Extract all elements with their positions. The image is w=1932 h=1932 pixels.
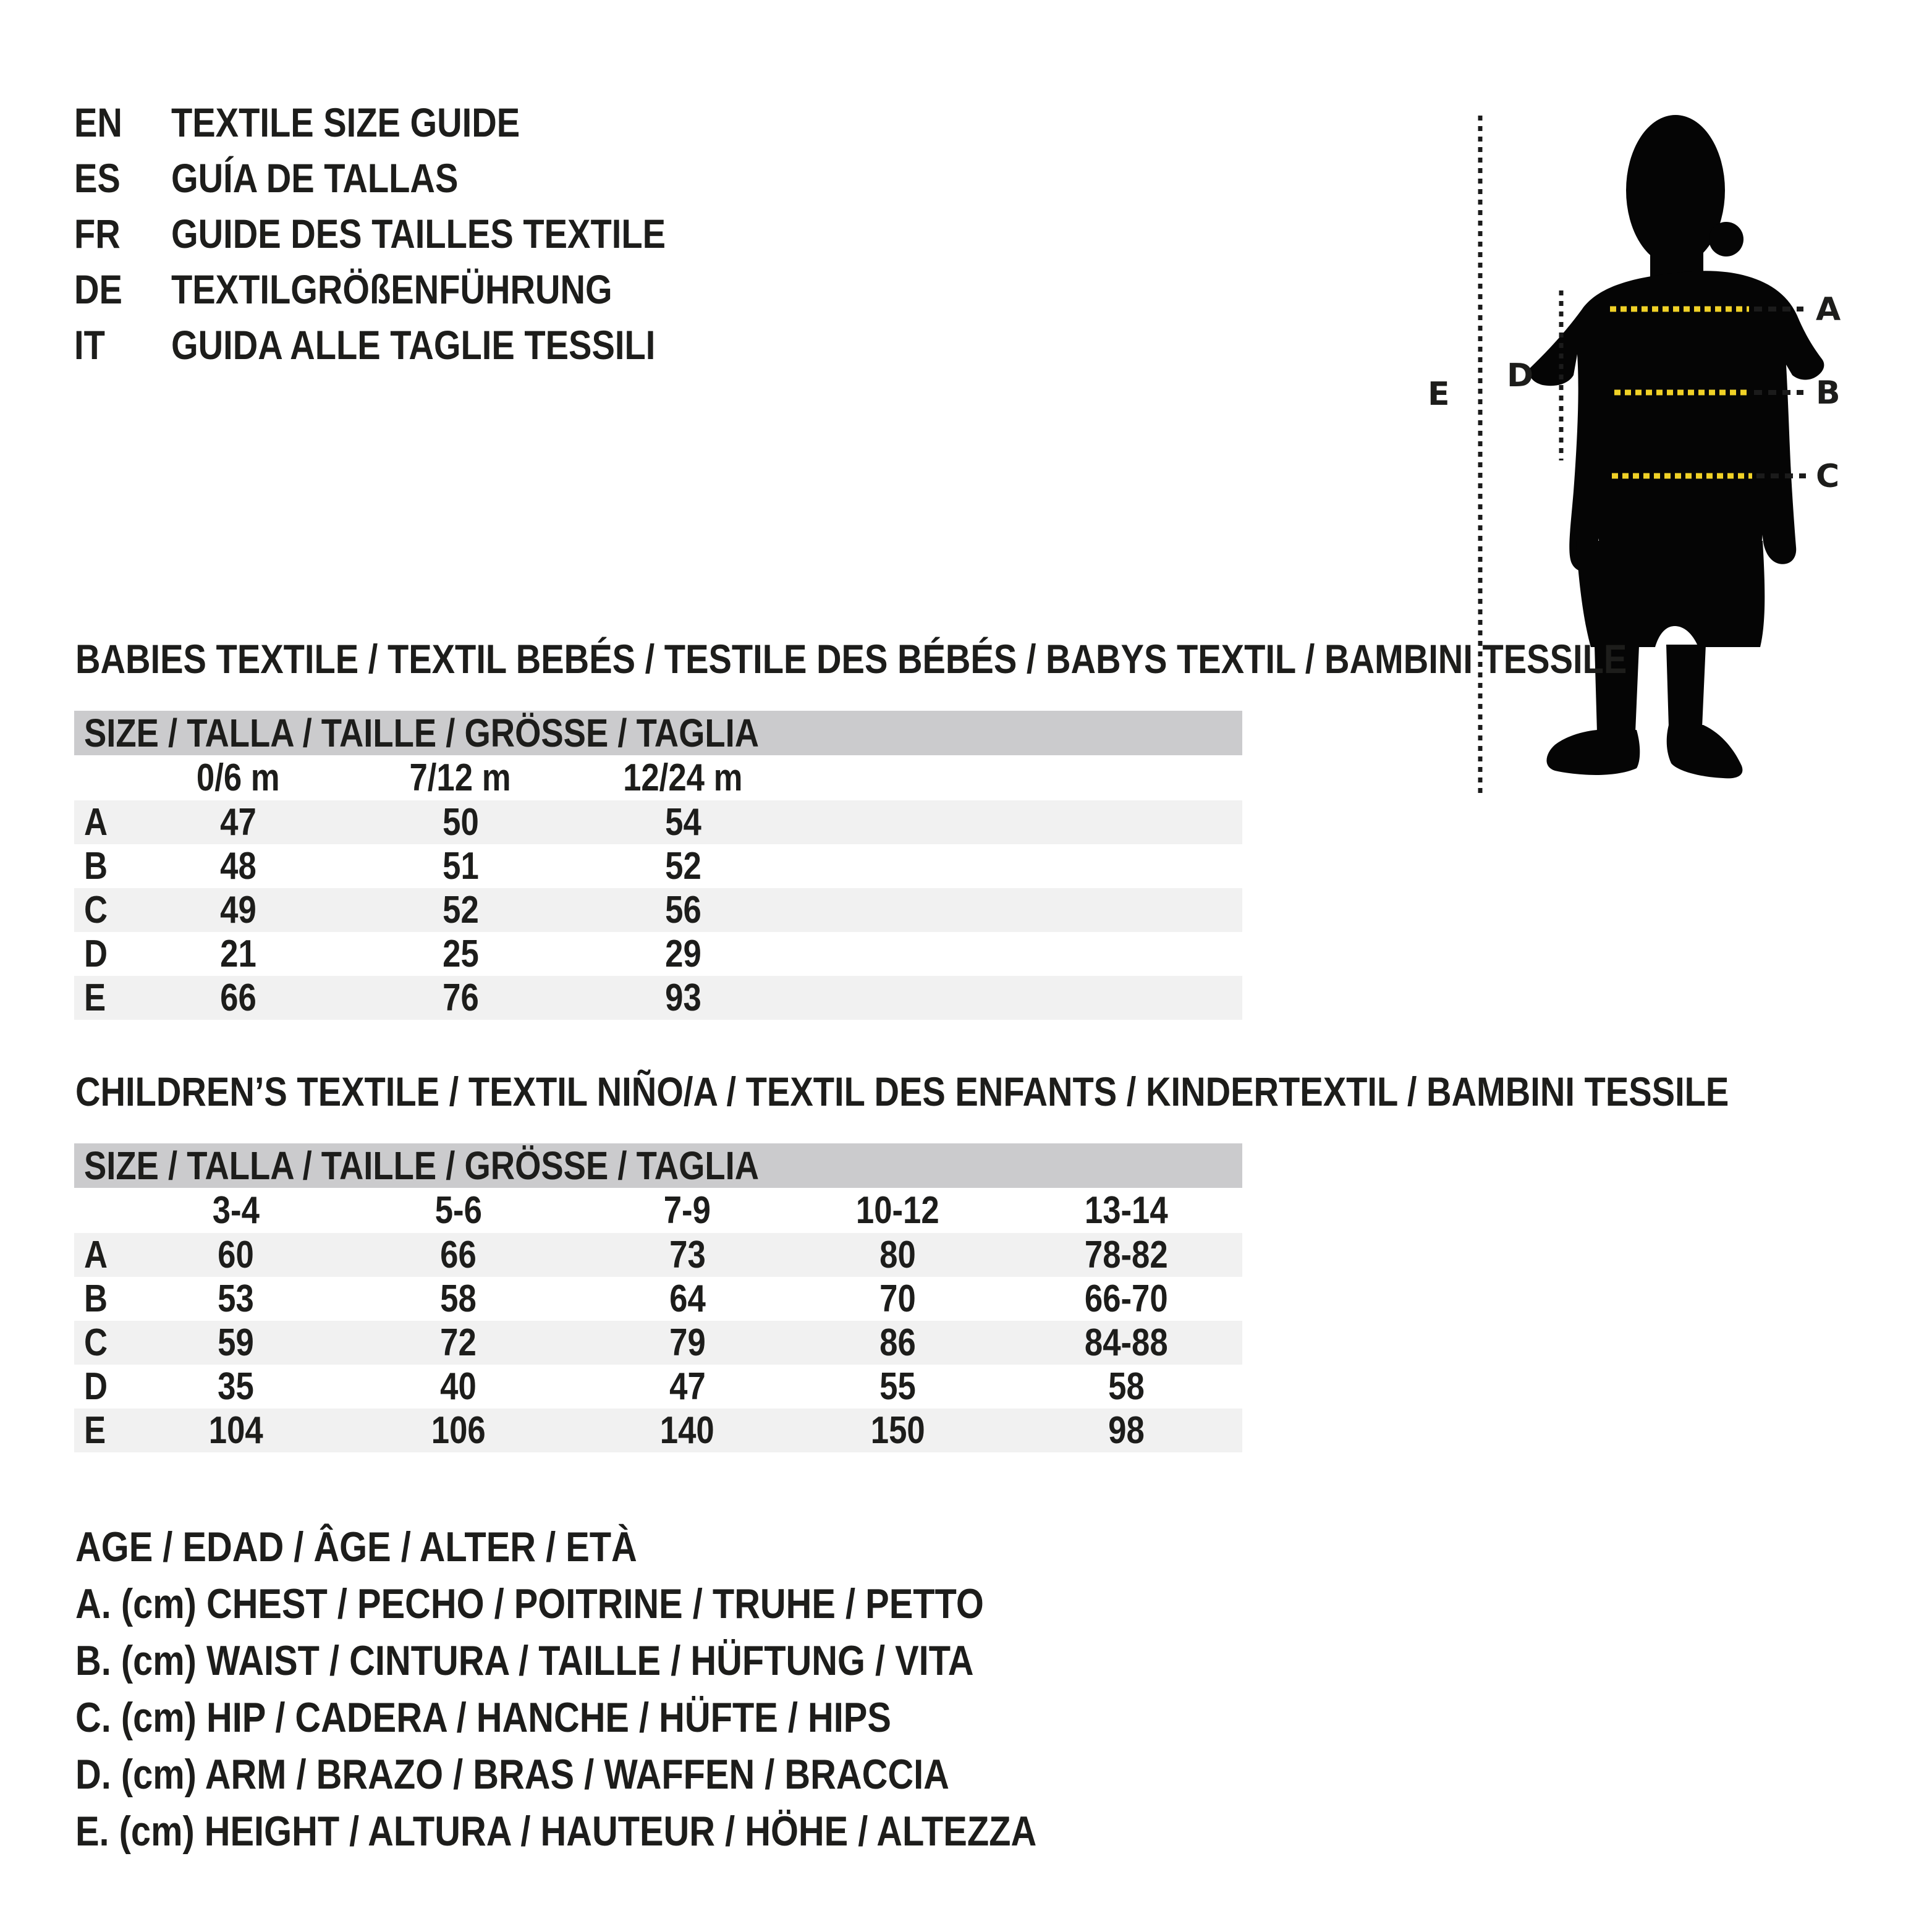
row-label: C	[84, 1321, 108, 1364]
lang-code: EN	[74, 100, 122, 145]
table-cell: 79	[669, 1321, 706, 1364]
table-cell: 29	[664, 933, 701, 975]
lang-title: GUIDE DES TAILLES TEXTILE	[171, 211, 666, 256]
table-cell: 56	[664, 889, 701, 931]
table-row	[74, 800, 1242, 844]
lang-code: DE	[74, 266, 122, 312]
table-cell: 104	[208, 1409, 263, 1452]
table-row	[74, 1321, 1242, 1365]
lang-title: GUIDA ALLE TAGLIE TESSILI	[171, 322, 656, 368]
column-header: 10-12	[856, 1189, 939, 1232]
children-size-header-bar: SIZE / TALLA / TAILLE / GRÖSSE / TAGLIA	[74, 1143, 1242, 1188]
column-header: 7-9	[663, 1189, 711, 1232]
table-cell: 150	[870, 1409, 925, 1452]
row-label: C	[84, 889, 108, 931]
table-cell: 70	[879, 1277, 916, 1320]
table-cell: 98	[1108, 1409, 1145, 1452]
table-row	[74, 1365, 1242, 1409]
table-row	[74, 844, 1242, 888]
column-header: 3-4	[212, 1189, 260, 1232]
table-cell: 52	[664, 845, 701, 888]
table-row	[74, 1409, 1242, 1452]
column-header: 13-14	[1085, 1189, 1168, 1232]
column-header: 0/6 m	[196, 756, 280, 799]
table-cell: 59	[218, 1321, 255, 1364]
legend-line-waist: B. (cm) WAIST / CINTURA / TAILLE / HÜFTUNG / VITA	[75, 1637, 974, 1684]
row-label: E	[84, 1409, 106, 1452]
table-cell: 47	[219, 801, 256, 844]
legend-line-age: AGE / EDAD / ÂGE / ALTER / ETÀ	[75, 1523, 637, 1570]
table-cell: 86	[879, 1321, 916, 1364]
row-label: A	[84, 801, 108, 844]
lang-title: TEXTILGRÖßENFÜHRUNG	[171, 266, 612, 312]
table-cell: 72	[440, 1321, 477, 1364]
column-header: 5-6	[434, 1189, 482, 1232]
table-cell: 78-82	[1085, 1234, 1168, 1276]
table-cell: 66	[219, 977, 256, 1019]
table-cell: 48	[219, 845, 256, 888]
babies-size-table	[74, 711, 1242, 1020]
lang-title: TEXTILE SIZE GUIDE	[171, 100, 520, 145]
row-label: D	[84, 1365, 108, 1408]
children-size-table	[74, 1143, 1242, 1452]
column-header: 12/24 m	[623, 756, 743, 799]
label-A-chest: A	[1816, 291, 1841, 328]
table-cell: 50	[442, 801, 479, 844]
label-E-height: E	[1428, 376, 1450, 413]
babies-section-heading: BABIES TEXTILE / TEXTIL BEBÉS / TESTILE DES BÉBÉS / BABYS TEXTIL / BAMBINI TESSILE	[75, 636, 1627, 682]
table-cell: 60	[218, 1234, 255, 1276]
table-cell: 25	[442, 933, 479, 975]
lang-code: FR	[74, 211, 121, 256]
table-cell: 76	[442, 977, 479, 1019]
table-cell: 55	[879, 1365, 916, 1408]
table-cell: 35	[218, 1365, 255, 1408]
table-cell: 58	[440, 1277, 477, 1320]
table-cell: 40	[440, 1365, 477, 1408]
table-cell: 52	[442, 889, 479, 931]
table-cell: 66-70	[1085, 1277, 1168, 1320]
row-label: D	[84, 933, 108, 975]
table-cell: 66	[440, 1234, 477, 1276]
lang-code: ES	[74, 155, 121, 201]
lang-code: IT	[74, 322, 105, 368]
measurement-figure-diagram	[1415, 59, 1885, 807]
children-column-header-row	[74, 1188, 1242, 1233]
table-cell: 47	[669, 1365, 706, 1408]
table-cell: 21	[219, 933, 256, 975]
lang-title: GUÍA DE TALLAS	[171, 155, 459, 201]
column-header: 7/12 m	[409, 756, 512, 799]
table-cell: 93	[664, 977, 701, 1019]
legend-line-height: E. (cm) HEIGHT / ALTURA / HAUTEUR / HÖHE / ALTEZZA	[75, 1808, 1037, 1855]
table-cell: 73	[669, 1234, 706, 1276]
table-cell: 140	[660, 1409, 714, 1452]
table-cell: 49	[219, 889, 256, 931]
table-cell: 58	[1108, 1365, 1145, 1408]
legend-line-chest: A. (cm) CHEST / PECHO / POITRINE / TRUHE / PETTO	[75, 1580, 984, 1627]
row-label: E	[84, 977, 106, 1019]
row-label: A	[84, 1234, 108, 1276]
table-row	[74, 932, 1242, 976]
table-row	[74, 1233, 1242, 1277]
table-cell: 84-88	[1085, 1321, 1168, 1364]
table-row	[74, 888, 1242, 932]
row-label: B	[84, 845, 108, 888]
table-cell: 106	[431, 1409, 486, 1452]
row-label: B	[84, 1277, 108, 1320]
children-section-heading: CHILDREN’S TEXTILE / TEXTIL NIÑO/A / TEXTIL DES ENFANTS / KINDERTEXTIL / BAMBINI TESSILE	[75, 1069, 1729, 1114]
table-cell: 80	[879, 1234, 916, 1276]
label-B-waist: B	[1816, 375, 1841, 412]
table-cell: 64	[669, 1277, 706, 1320]
legend-line-hip: C. (cm) HIP / CADERA / HANCHE / HÜFTE / HIPS	[75, 1694, 891, 1741]
table-row	[74, 1277, 1242, 1321]
table-cell: 54	[664, 801, 701, 844]
label-C-hip: C	[1816, 458, 1840, 495]
label-D-arm: D	[1507, 357, 1534, 394]
table-cell: 51	[442, 845, 479, 888]
table-row	[74, 976, 1242, 1020]
babies-column-header-row	[74, 755, 1242, 800]
legend-line-arm: D. (cm) ARM / BRAZO / BRAS / WAFFEN / BRACCIA	[75, 1751, 949, 1798]
babies-size-header-bar: SIZE / TALLA / TAILLE / GRÖSSE / TAGLIA	[74, 711, 1242, 755]
table-cell: 53	[218, 1277, 255, 1320]
